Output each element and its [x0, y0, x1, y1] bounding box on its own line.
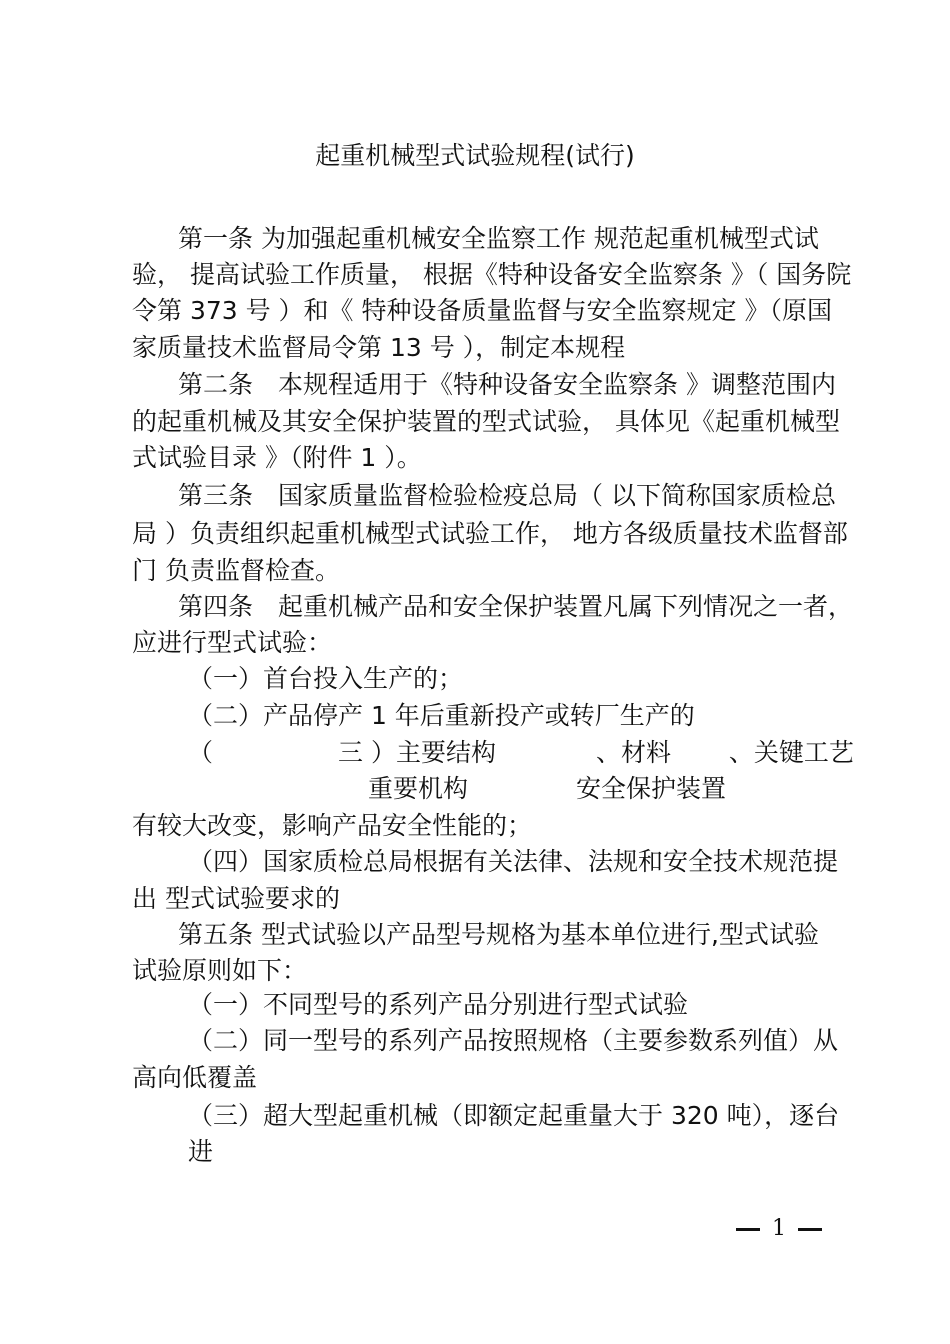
paragraph-line: 第四条 起重机械产品和安全保护装置凡属下列情况之一者， [178, 592, 854, 621]
list-item-line: （一）不同型号的系列产品分别进行型式试验 [188, 990, 689, 1019]
paragraph-line: 验， 提高试验工作质量， 根据《特种设备安全监察条 》（ 国务院 [132, 260, 852, 289]
paragraph-line: 的起重机械及其安全保护装置的型式试验， 具体见《起重机械型 [132, 407, 840, 436]
list-item-line: （三）超大型起重机械（即额定起重量大于 320 吨），逐台 [188, 1101, 840, 1130]
paragraph-line: 家质量技术监督局令第 13 号 ），制定本规程 [132, 333, 626, 362]
paragraph-line: 令第 373 号 ）和《 特种设备质量监督与安全监察规定 》（原国 [132, 296, 832, 325]
page-footer [736, 1214, 822, 1244]
footer-dash-right [798, 1228, 822, 1231]
list-item-line: 出 型式试验要求的 [132, 884, 340, 913]
paragraph-line: 局 ）负责组织起重机械型式试验工作， 地方各级质量技术监督部 [132, 519, 848, 548]
paragraph-line: 应进行型式试验： [132, 628, 333, 657]
paragraph-line: 第二条 本规程适用于《特种设备安全监察条 》调整范围内 [178, 370, 836, 399]
list-item-line: （二）产品停产 1 年后重新投产或转厂生产的 [188, 701, 695, 730]
paragraph-line: 第三条 国家质量监督检验检疫总局（ 以下简称国家质检总 [178, 481, 836, 510]
list-item-line: （ 三 ）主要结构 、材料 、关键工艺 [188, 738, 854, 767]
list-item-line: 进 [188, 1137, 214, 1166]
paragraph-line: 门 负责监督检查。 [132, 556, 340, 585]
list-item-line: （一）首台投入生产的； [188, 664, 464, 693]
paragraph-line: 式试验目录 》（附件 1 ）。 [132, 443, 422, 472]
paragraph-line: 第一条 为加强起重机械安全监察工作 规范起重机械型式试 [178, 224, 819, 253]
list-item-line: （二）同一型号的系列产品按照规格（主要参数系列值）从 [188, 1026, 839, 1055]
document-title: 起重机械型式试验规程(试行) [315, 141, 635, 170]
page-number: 1 [772, 1216, 786, 1241]
paragraph-line: 试验原则如下： [132, 956, 308, 985]
list-item-line: 重要机构 安全保护装置 [368, 774, 726, 803]
paragraph-line: 第五条 型式试验以产品型号规格为基本单位进行,型式试验 [178, 920, 819, 949]
list-item-line: 高向低覆盖 [132, 1063, 258, 1092]
list-item-line: （四）国家质检总局根据有关法律、法规和安全技术规范提 [188, 847, 839, 876]
list-item-line: 有较大改变，影响产品安全性能的； [132, 811, 533, 840]
